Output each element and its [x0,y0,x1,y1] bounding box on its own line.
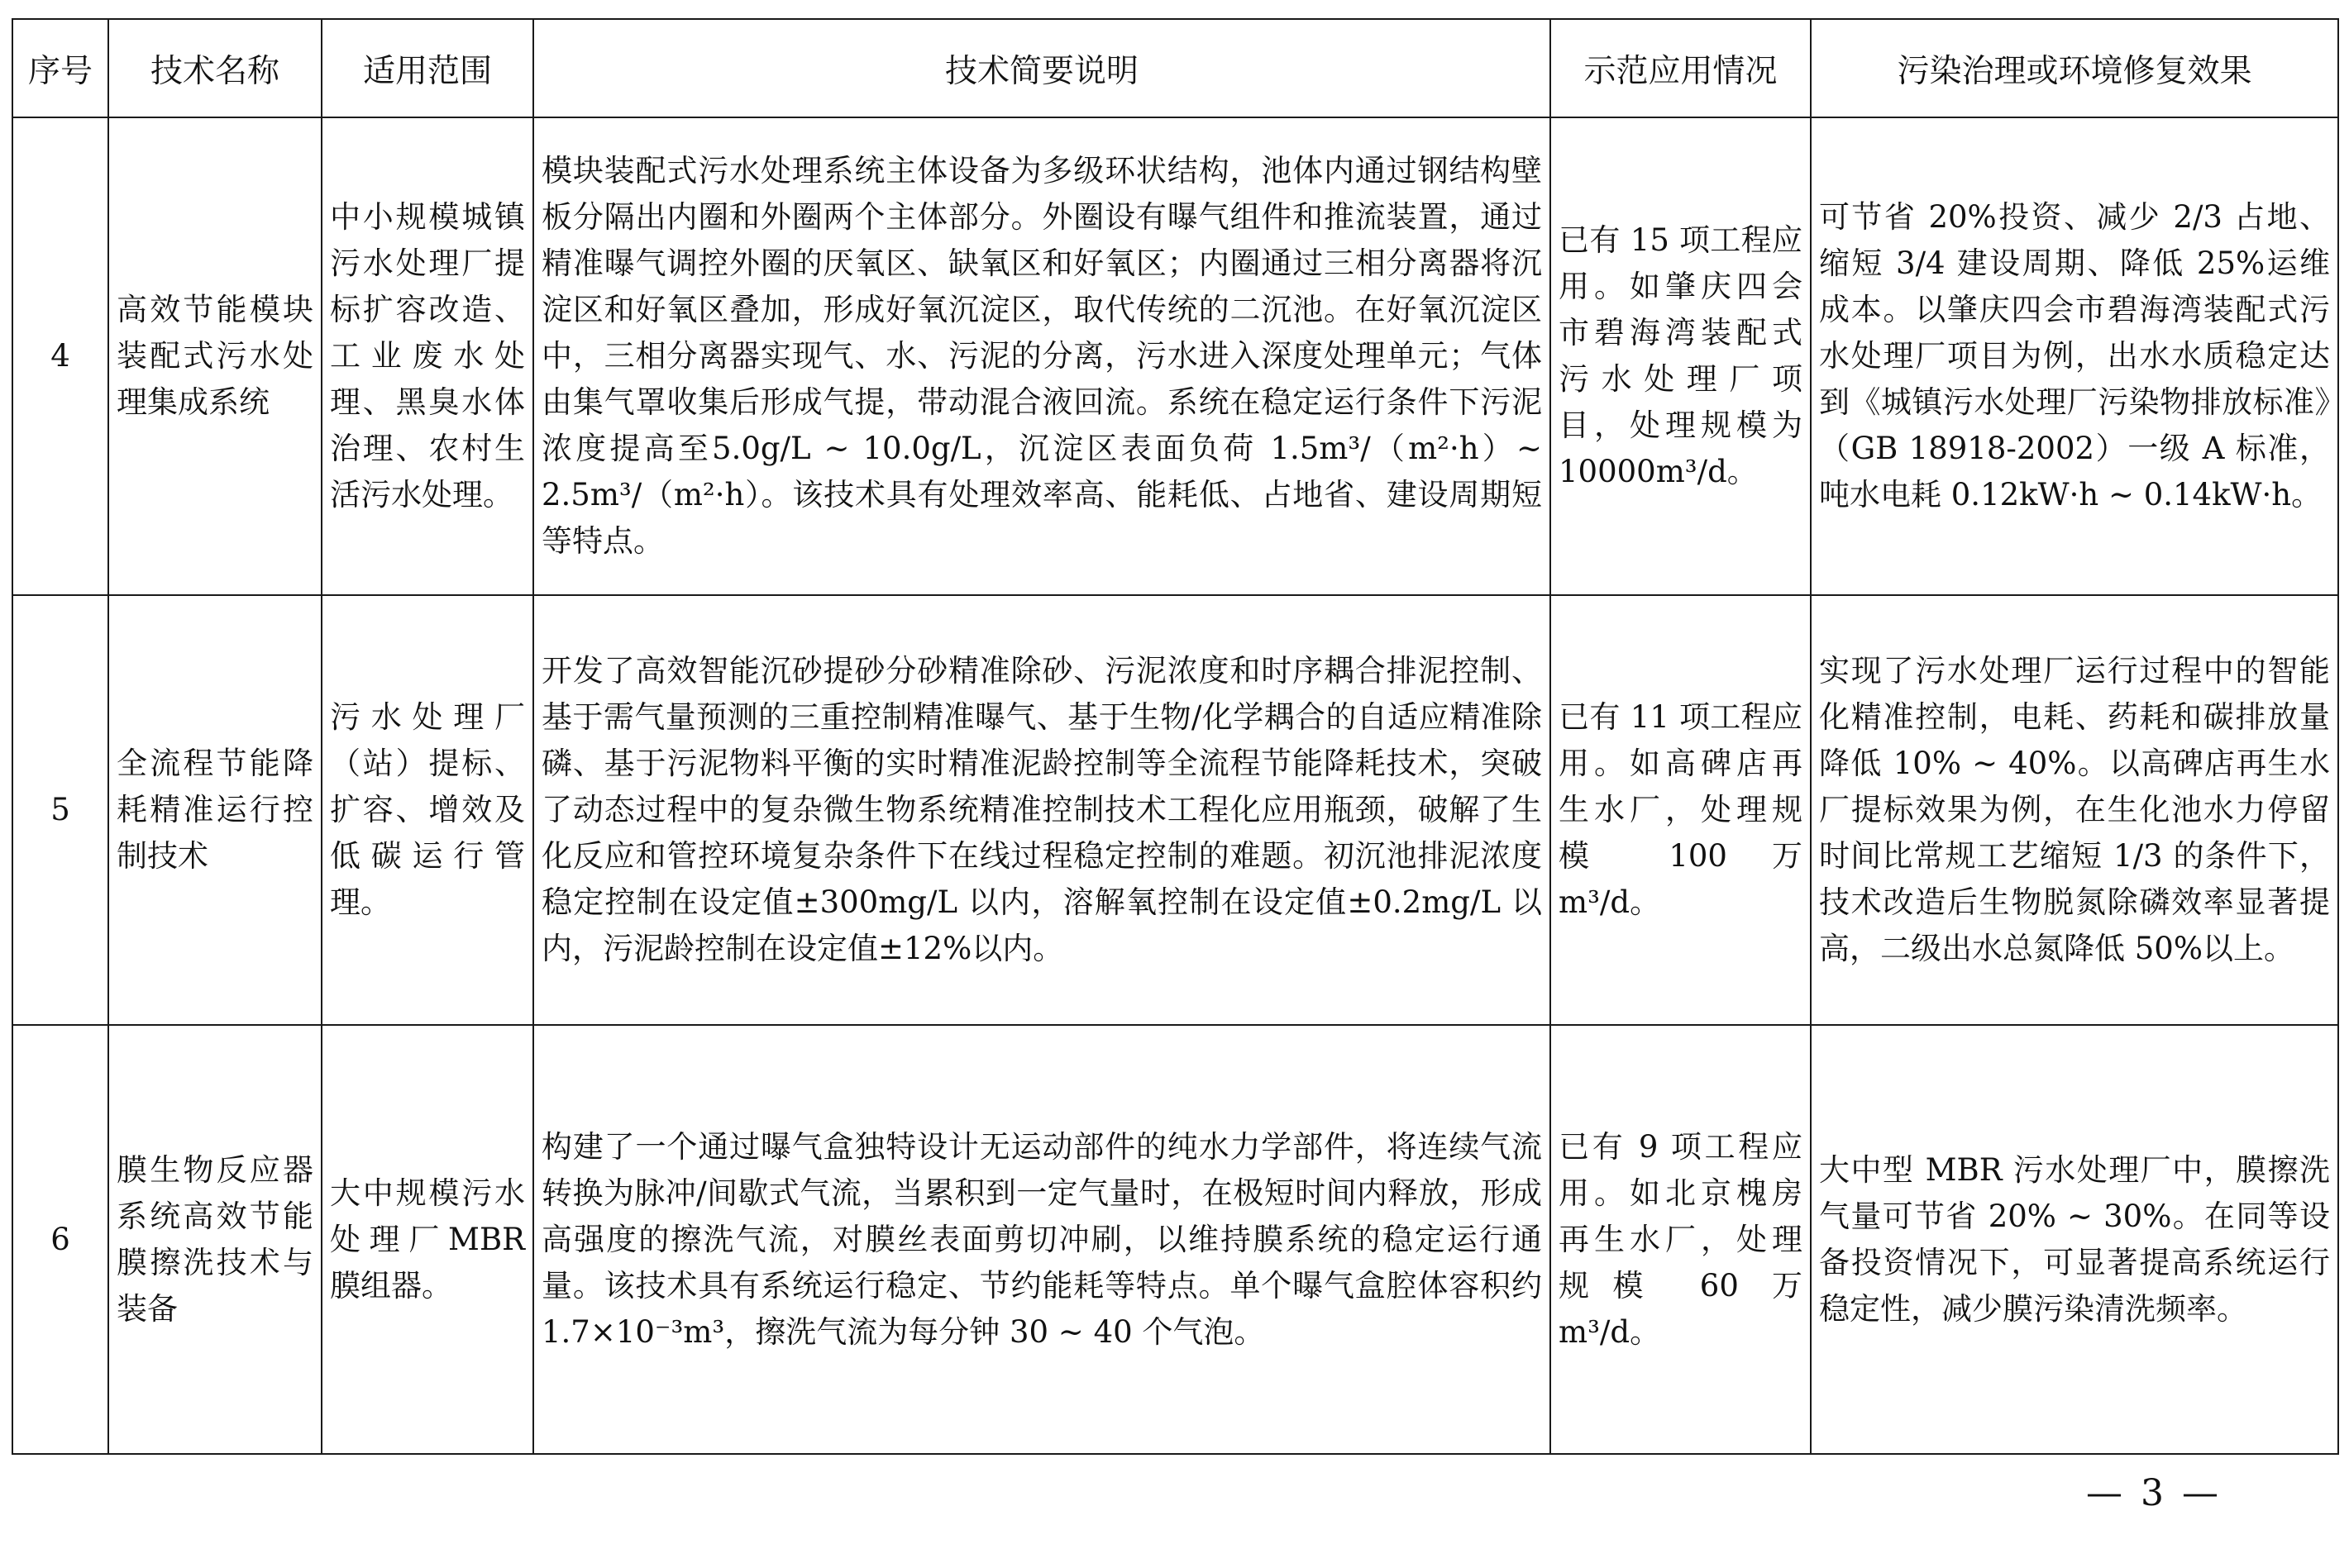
cell-application: 已有 9 项工程应用。如北京槐房再生水厂，处理规模 60 万 m³/d。 [1550,1025,1811,1454]
header-tech-name: 技术名称 [108,19,322,117]
header-scope: 适用范围 [322,19,533,117]
header-application: 示范应用情况 [1550,19,1811,117]
cell-effect: 实现了污水处理厂运行过程中的智能化精准控制，电耗、药耗和碳排放量降低 10% ~ 40%。以高碑店再生水厂提标效果为例，在生化池水力停留时间比常规工艺缩短 1/3 的条件下，技术改造后生物脱氮除磷效率显著提高，二级出水总氮降低 50%以上。 [1811,595,2338,1025]
cell-scope: 大中规模污水处理厂MBR 膜组器。 [322,1025,533,1454]
header-effect: 污染治理或环境修复效果 [1811,19,2338,117]
cell-tech-name: 全流程节能降耗精准运行控制技术 [108,595,322,1025]
cell-scope: 污水处理厂（站）提标、扩容、增效及低碳运行管理。 [322,595,533,1025]
table-row [12,117,2338,595]
cell-seq: 6 [12,1025,108,1454]
table-row [12,595,2338,1025]
cell-application: 已有 11 项工程应用。如高碑店再生水厂，处理规模 100 万 m³/d。 [1550,595,1811,1025]
cell-description: 模块装配式污水处理系统主体设备为多级环状结构，池体内通过钢结构壁板分隔出内圈和外圈两个主体部分。外圈设有曝气组件和推流装置，通过精准曝气调控外圈的厌氧区、缺氧区和好氧区；内圈通过三相分离器将沉淀区和好氧区叠加，形成好氧沉淀区，取代传统的二沉池。在好氧沉淀区中，三相分离器实现气、水、污泥的分离，污水进入深度处理单元；气体由集气罩收集后形成气提，带动混合液回流。系统在稳定运行条件下污泥浓度提高至5.0g/L ~ 10.0g/L，沉淀区表面负荷 1.5m³/（m²·h）~ 2.5m³/（m²·h）。该技术具有处理效率高、能耗低、占地省、建设周期短等特点。 [533,117,1550,595]
cell-effect: 大中型 MBR 污水处理厂中，膜擦洗气量可节省 20% ~ 30%。在同等设备投资情况下，可显著提高系统运行稳定性，减少膜污染清洗频率。 [1811,1025,2338,1454]
cell-tech-name: 膜生物反应器系统高效节能膜擦洗技术与装备 [108,1025,322,1454]
cell-seq: 4 [12,117,108,595]
cell-application: 已有 15 项工程应用。如肇庆四会市碧海湾装配式污水处理厂项目，处理规模为 10000m³/d。 [1550,117,1811,595]
cell-tech-name: 高效节能模块装配式污水处理集成系统 [108,117,322,595]
page-number: — 3 — [2086,1472,2222,1514]
cell-scope: 中小规模城镇污水处理厂提标扩容改造、工业废水处理、黑臭水体治理、农村生活污水处理。 [322,117,533,595]
header-seq: 序号 [12,19,108,117]
header-description: 技术简要说明 [533,19,1550,117]
cell-seq: 5 [12,595,108,1025]
cell-description: 开发了高效智能沉砂提砂分砂精准除砂、污泥浓度和时序耦合排泥控制、基于需气量预测的三重控制精准曝气、基于生物/化学耦合的自适应精准除磷、基于污泥物料平衡的实时精准泥龄控制等全流程节能降耗技术，突破了动态过程中的复杂微生物系统精准控制技术工程化应用瓶颈，破解了生化反应和管控环境复杂条件下在线过程稳定控制的难题。初沉池排泥浓度稳定控制在设定值±300mg/L 以内，溶解氧控制在设定值±0.2mg/L 以内，污泥龄控制在设定值±12%以内。 [533,595,1550,1025]
cell-description: 构建了一个通过曝气盒独特设计无运动部件的纯水力学部件，将连续气流转换为脉冲/间歇式气流，当累积到一定气量时，在极短时间内释放，形成高强度的擦洗气流，对膜丝表面剪切冲刷，以维持膜系统的稳定运行通量。该技术具有系统运行稳定、节约能耗等特点。单个曝气盒腔体容积约 1.7×10⁻³m³，擦洗气流为每分钟 30 ~ 40 个气泡。 [533,1025,1550,1454]
technology-table [12,18,2339,1455]
cell-effect: 可节省 20%投资、减少 2/3 占地、缩短 3/4 建设周期、降低 25%运维成本。以肇庆四会市碧海湾装配式污水处理厂项目为例，出水水质稳定达到《城镇污水处理厂污染物排放标准》（GB 18918-2002）一级 A 标准，吨水电耗 0.12kW·h ~ 0.14kW·h。 [1811,117,2338,595]
table-row [12,1025,2338,1454]
table-header-row [12,19,2338,117]
